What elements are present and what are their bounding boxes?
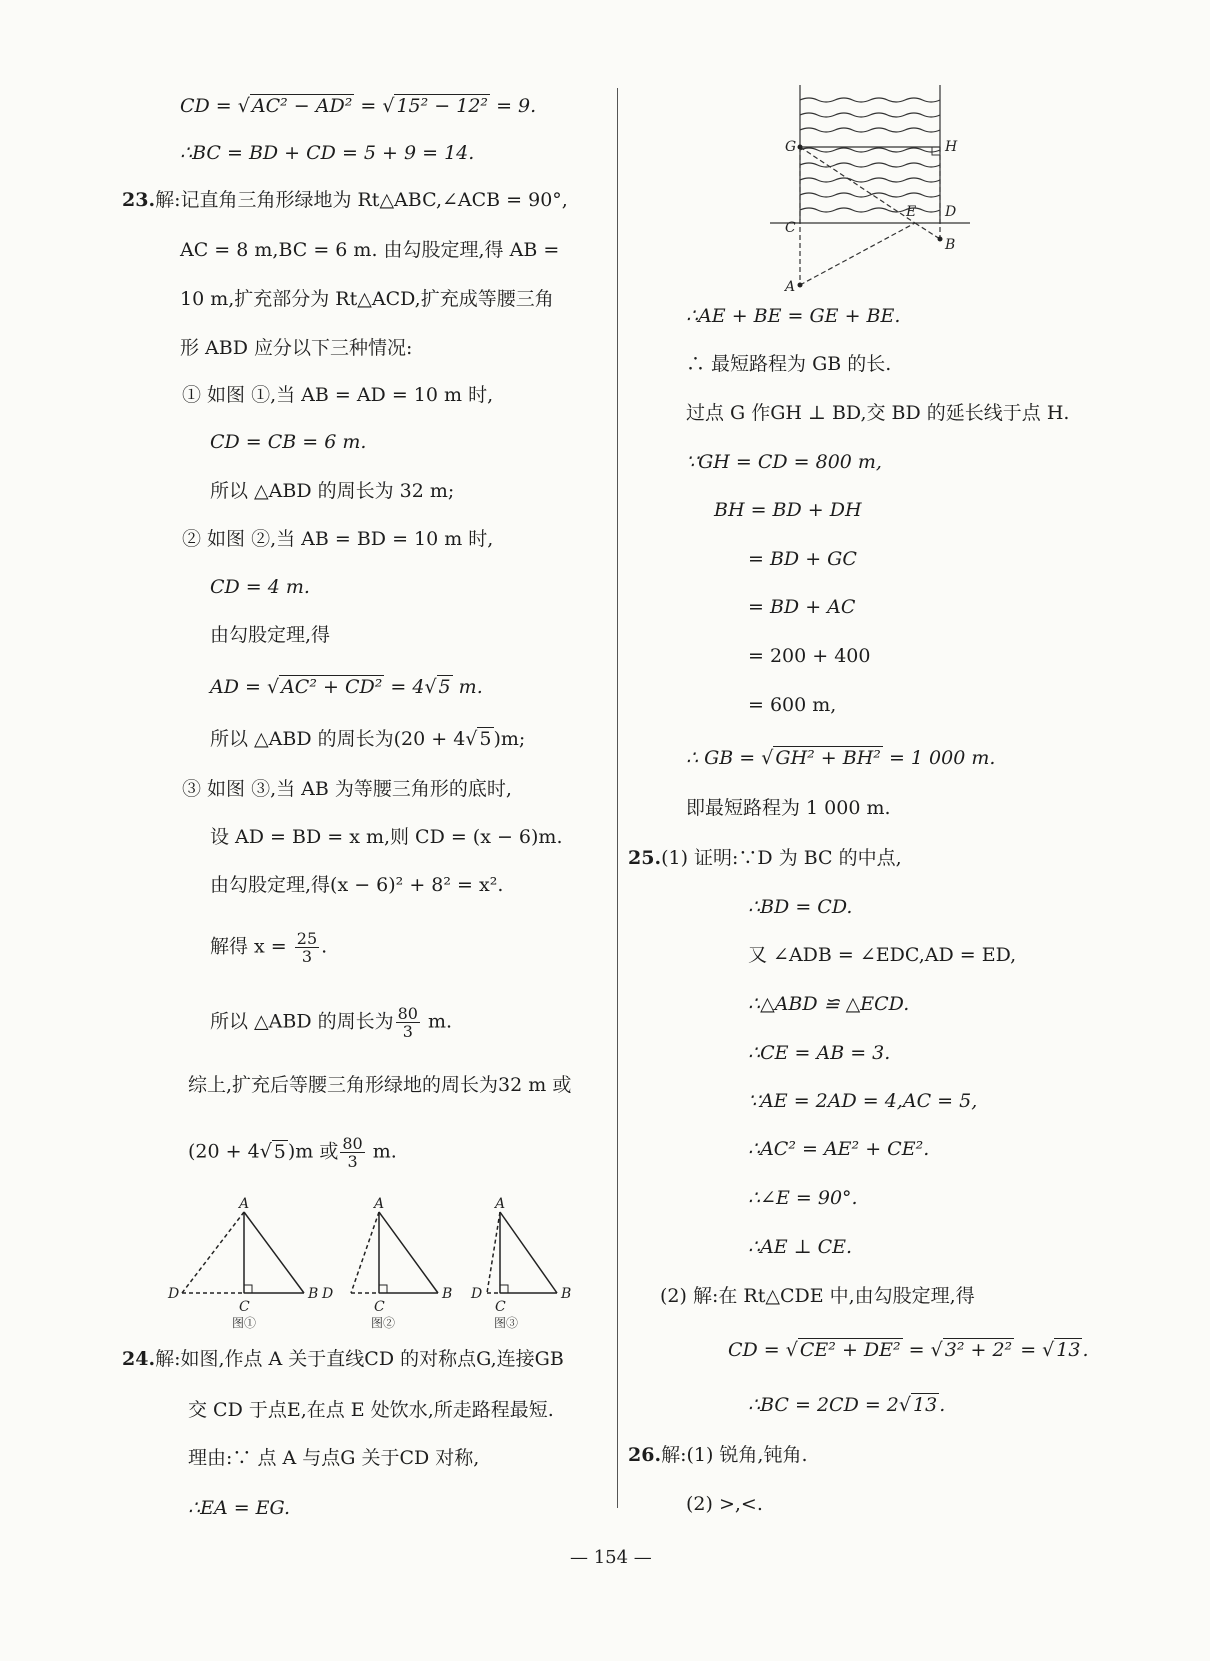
bc-period: . [939,1394,946,1416]
frac-den: 3 [347,1152,358,1171]
fig2-label-b: B [442,1286,453,1302]
perim2-c: )m; [493,728,526,750]
fig2-caption: 图② [371,1316,396,1330]
ad-eq: = 4 [384,676,425,698]
perim2-rad: 5 [479,728,492,750]
ad-unit: m. [452,676,483,698]
cd-period: . [1082,1339,1089,1361]
eq-bc: ∴BC = BD + CD = 5 + 9 = 14. [180,142,475,164]
q26-number: 26. [628,1444,662,1466]
q23-number: 23. [122,189,156,211]
q25-text1: (1) 证明:∵D 为 BC 的中点, [661,847,902,869]
r-line10: ∴ GB = √ GH² + BH² = 1 000 m. [686,747,996,769]
fig3-label-b: B [561,1286,572,1302]
r-line9: = 600 m, [748,694,837,716]
cd-rad1: CE² + DE² [799,1339,901,1361]
fig1-label-a: A [239,1196,250,1212]
q25-line7: ∴AC² = AE² + CE². [748,1138,930,1160]
case3-line3: 由勾股定理,得(x − 6)² + 8² = x². [210,874,504,896]
q24-line3: 理由:∵ 点 A 与点G 关于CD 对称, [188,1447,480,1469]
q25-line2: ∴BD = CD. [748,896,853,918]
cd-eq2: = [1014,1339,1043,1361]
q24-line2: 交 CD 于点E,在点 E 处饮水,所走路程最短. [188,1399,554,1421]
q26-text1: 解:(1) 锐角,钝角. [661,1444,808,1466]
summary-line1: 综上,扩充后等腰三角形绿地的周长为32 m 或 [188,1074,572,1096]
frac-num: 80 [397,1004,418,1023]
fraction-80-3 [340,1135,364,1170]
eq-cd-rad2: 15² − 12² [396,95,489,117]
fig2-label-d: D [322,1286,334,1302]
r-line7: = BD + AC [748,596,856,618]
fraction-25-3 [295,930,319,965]
period: . [321,935,328,958]
eq-cd-result: = 9. [490,95,537,117]
frac-num: 80 [342,1134,363,1153]
q23-line2: AC = 8 m,BC = 6 m. 由勾股定理,得 AB = [180,239,560,261]
ad-lhs: AD = [210,676,267,698]
fig3-caption: 图③ [494,1316,519,1330]
q25-number: 25. [628,847,662,869]
q26-line2: (2) >,<. [686,1493,763,1515]
eq-cd: CD = √ AC² − AD² = √ 15² − 12² = 9. [180,95,537,117]
q25-line1 [628,846,902,870]
case2-line5: 所以 △ABD 的周长为(20 + 4√ 5 )m; [210,728,526,750]
q25-line4: ∴△ABD ≌ △ECD. [748,993,910,1015]
case3-line1: ③ 如图 ③,当 AB 为等腰三角形的底时, [182,778,512,800]
cd-rad3: 13 [1056,1339,1081,1361]
gb-lhs: ∴ GB = [686,747,762,769]
perim2-a: 所以 △ABD 的周长为(20 + 4 [210,728,466,750]
q25-line12: ∴BC = 2CD = 2√ 13 . [748,1394,946,1416]
fig1-caption: 图① [232,1316,257,1330]
diagram-label-d: D [945,204,957,220]
gb-result: = 1 000 m. [882,747,996,769]
solve-x-label: 解得 x = [210,935,293,958]
diagram-label-a: A [785,279,796,295]
eq-cd-lhs: CD = [180,95,238,117]
eq-cd-rad1: AC² − AD² [251,95,353,117]
r-line1: ∴AE + BE = GE + BE. [686,305,901,327]
r-line8: = 200 + 400 [748,645,871,667]
bc-lhs: ∴BC = 2CD = 2 [748,1394,899,1416]
q25-line3: 又 ∠ADB = ∠EDC,AD = ED, [748,944,1017,966]
cd-eq1: = [902,1339,931,1361]
diagram-label-e: E [906,204,917,220]
diagram-label-g: G [785,139,797,155]
q25-line8: ∴∠E = 90°. [748,1187,858,1209]
case3-line5 [210,1005,452,1040]
diagram-label-h: H [945,139,958,155]
eq-cd-eq: = [354,95,383,117]
r-line2: ∴ 最短路程为 GB 的长. [686,353,892,375]
ad-rad: AC² + CD² [281,676,383,698]
frac-den: 3 [301,947,313,966]
r-line4: ∵GH = CD = 800 m, [686,451,882,473]
sum-unit: m. [366,1140,397,1163]
fig1-label-c: C [239,1299,250,1315]
bc-rad: 13 [913,1394,938,1416]
case2-line2: CD = 4 m. [210,576,310,598]
frac-den: 3 [402,1022,413,1041]
q23-line1 [122,188,568,212]
summary-line2: (20 + 4√ 5 )m 或 $\frac{80}{3}$ m. [188,1134,397,1171]
q23-line4: 形 ABD 应分以下三种情况: [180,337,413,359]
sum-c: )m 或 [287,1140,339,1163]
q25-line11: CD = √ CE² + DE² = √ 3² + 2² = √ 13 . [728,1339,1089,1361]
q25-line5: ∴CE = AB = 3. [748,1042,891,1064]
cd-lhs: CD = [728,1339,786,1361]
column-divider [617,88,618,1508]
fig3-label-c: C [495,1299,506,1315]
diagram-label-b: B [945,237,956,253]
case1-line2: CD = CB = 6 m. [210,431,367,453]
r-line6: = BD + GC [748,548,857,570]
q24-line1 [122,1347,564,1371]
q24-line4: ∴EA = EG. [188,1497,291,1519]
case3-line4 [210,930,327,965]
q24-text1: 解:如图,作点 A 关于直线CD 的对称点G,连接GB [155,1348,564,1370]
river-diagram [765,85,975,295]
fig2-label-c: C [374,1299,385,1315]
fraction-80-3 [396,1005,420,1040]
triangle-figures [160,1190,580,1330]
fig3-label-a: A [495,1196,506,1212]
frac-num: 25 [296,929,318,948]
r-line5: BH = BD + DH [714,499,862,521]
q23-line3: 10 m,扩充部分为 Rt△ACD,扩充成等腰三角 [180,288,554,310]
q24-number: 24. [122,1348,156,1370]
q25-line9: ∴AE ⊥ CE. [748,1236,853,1258]
ad-rad5: 5 [438,676,451,698]
sum-rad: 5 [273,1140,286,1163]
fig3-label-d: D [471,1286,483,1302]
case1-line1: ① 如图 ①,当 AB = AD = 10 m 时, [182,384,494,406]
perim3-label: 所以 △ABD 的周长为 [210,1010,394,1033]
fig1-label-d: D [168,1286,180,1302]
case1-line3: 所以 △ABD 的周长为 32 m; [210,480,455,502]
q26-line1 [628,1443,808,1467]
diagram-label-c: C [785,220,796,236]
sum-a: (20 + 4 [188,1140,260,1163]
unit: m. [421,1010,453,1033]
fig1-label-b: B [308,1286,319,1302]
page-number: — 154 — [570,1547,652,1568]
q25-line10: (2) 解:在 Rt△CDE 中,由勾股定理,得 [660,1285,975,1307]
cd-rad2: 3² + 2² [944,1339,1013,1361]
r-line11: 即最短路程为 1 000 m. [686,797,891,819]
case3-line2: 设 AD = BD = x m,则 CD = (x − 6)m. [210,826,563,848]
case2-line4: AD = √ AC² + CD² = 4√ 5 m. [210,676,483,698]
case2-line1: ② 如图 ②,当 AB = BD = 10 m 时, [182,528,494,550]
case2-line3: 由勾股定理,得 [210,624,331,646]
q23-text1: 解:记直角三角形绿地为 Rt△ABC,∠ACB = 90°, [155,189,568,211]
r-line3: 过点 G 作GH ⊥ BD,交 BD 的延长线于点 H. [686,402,1070,424]
q25-line6: ∵AE = 2AD = 4,AC = 5, [748,1090,978,1112]
fig2-label-a: A [374,1196,385,1212]
gb-rad: GH² + BH² [775,747,881,769]
